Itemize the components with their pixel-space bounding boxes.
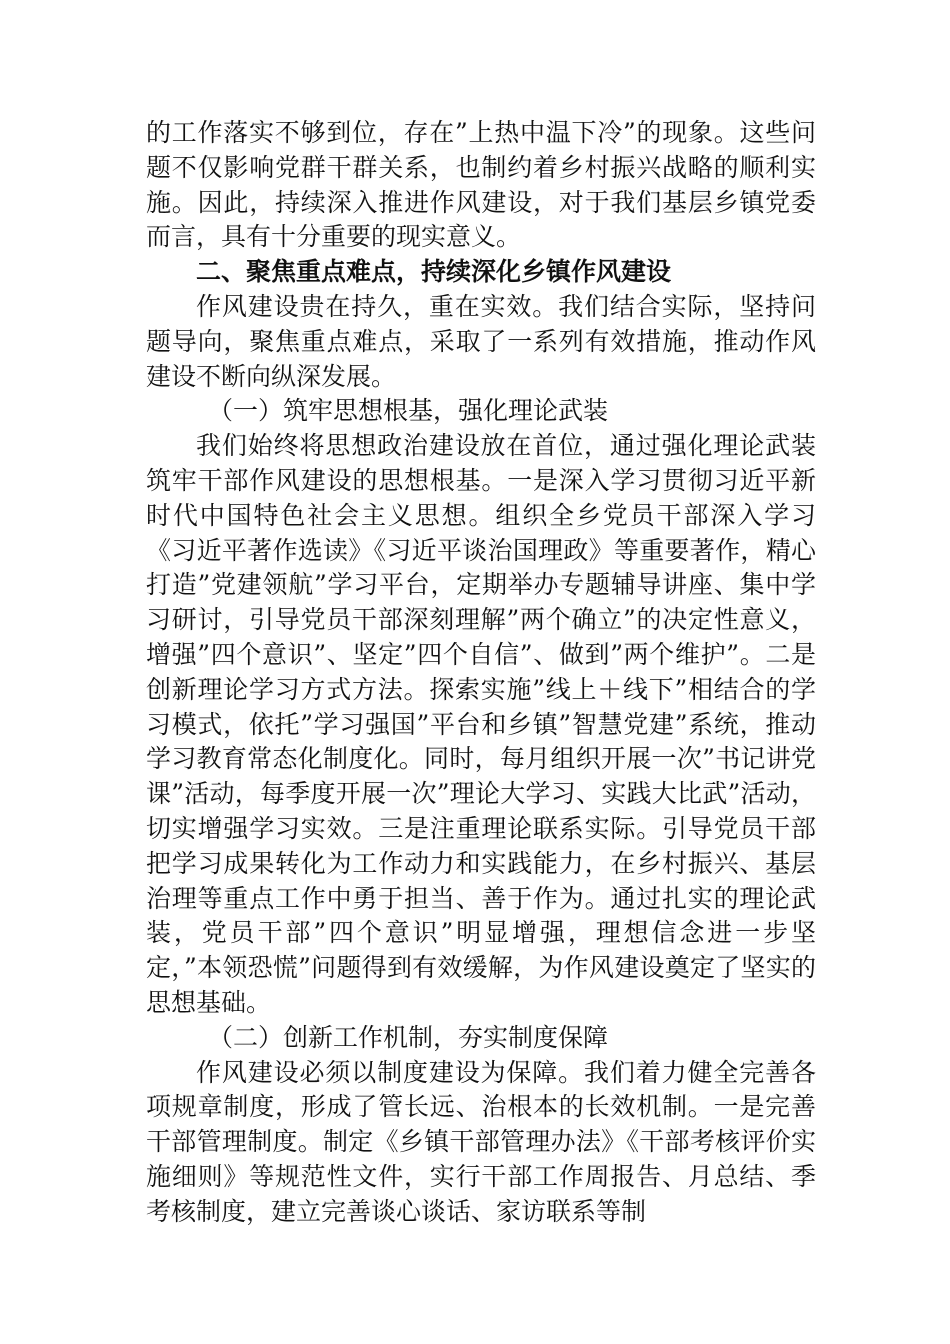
paragraph-continuation: 的工作落实不够到位，存在”上热中温下冷”的现象。这些问题不仅影响党群干群关系，也制约着乡村振兴战略的顺利实施。因此，持续深入推进作风建设，对于我们基层乡镇党委而言，具有十分重要的现实意义。 xyxy=(146,118,816,252)
subsection-heading-1: （一）筑牢思想根基，强化理论武装 xyxy=(208,396,609,426)
document-body xyxy=(146,116,816,1230)
subsection-2-paragraph: 作风建设必须以制度建设为保障。我们着力健全完善各项规章制度，形成了管长远、治根本的长效机制。一是完善干部管理制度。制定《乡镇干部管理办法》《干部考核评价实施细则》等规范性文件，实行干部工作周报告、月总结、季考核制度，建立完善谈心谈话、家访联系等制 xyxy=(146,1057,816,1226)
section-heading-2: 二、聚焦重点难点，持续深化乡镇作风建设 xyxy=(196,257,672,287)
section-intro-paragraph: 作风建设贵在持久，重在实效。我们结合实际，坚持问题导向，聚焦重点难点，采取了一系列有效措施，推动作风建设不断向纵深发展。 xyxy=(146,291,816,391)
subsection-heading-2: （二）创新工作机制，夯实制度保障 xyxy=(208,1022,609,1052)
subsection-1-paragraph: 我们始终将思想政治建设放在首位，通过强化理论武装筑牢干部作风建设的思想根基。一是深入学习贯彻习近平新时代中国特色社会主义思想。组织全乡党员干部深入学习《习近平著作选读》《习近平谈治国理政》等重要著作，精心打造”党建领航”学习平台，定期举办专题辅导讲座、集中学习研讨，引导党员干部深刻理解”两个确立”的决定性意义，增强”四个意识”、坚定”四个自信”、做到”两个维护”。二是创新理论学习方式方法。探索实施”线上＋线下”相结合的学习模式，依托”学习强国”平台和乡镇”智慧党建”系统，推动学习教育常态化制度化。同时，每月组织开展一次”书记讲党课”活动，每季度开展一次”理论大学习、实践大比武”活动，切实增强学习实效。三是注重理论联系实际。引导党员干部把学习成果转化为工作动力和实践能力，在乡村振兴、基层治理等重点工作中勇于担当、善于作为。通过扎实的理论武装，党员干部”四个意识”明显增强，理想信念进一步坚定，”本领恐慌”问题得到有效缓解，为作风建设奠定了坚实的思想基础。 xyxy=(146,431,816,1017)
